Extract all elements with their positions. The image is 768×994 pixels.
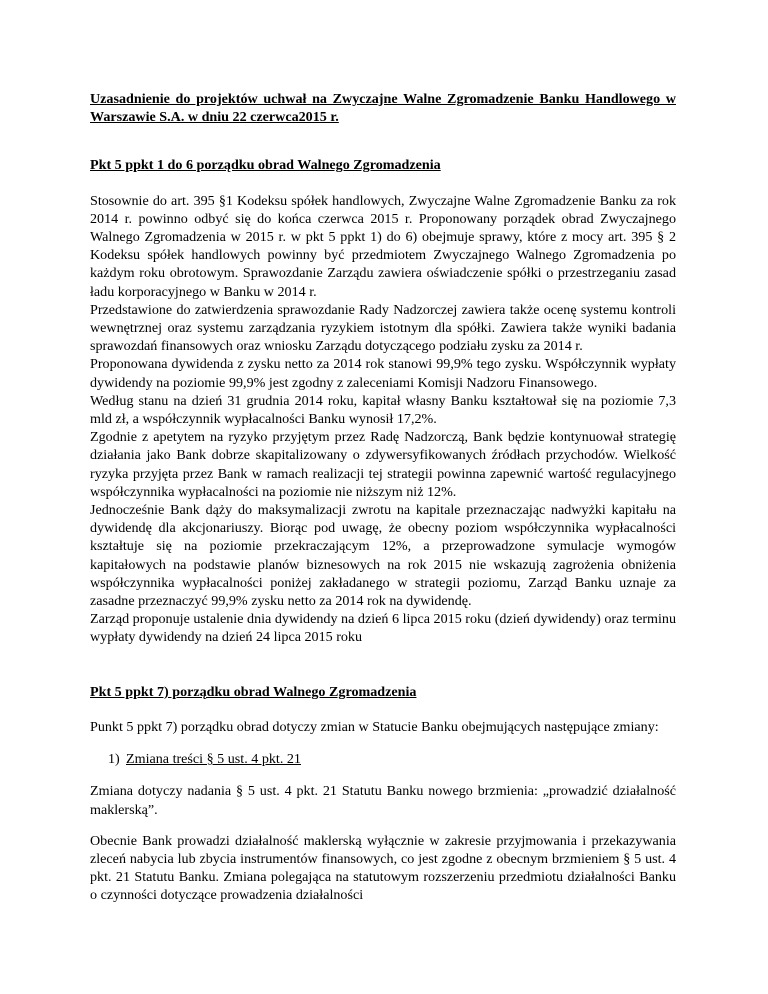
section1-paragraph: Stosownie do art. 395 §1 Kodeksu spółek handlowych, Zwyczajne Walne Zgromadzenie Banku za rok 2014 r. powinno odbyć się do końca czerwca 2015 r. Proponowany porządek obrad Zwyczajnego Walnego Zgromadzenia w 2015 r. w pkt 5 ppkt 1) do 6) obejmuje sprawy, które z mocy art. 395 § 2 Kodeksu spółek handlowych powinny być przedmiotem Zwyczajnego Walnego Zgromadzenia po każdym roku obrotowym. Sprawozdanie Zarządu zawiera oświadczenie spółki o przestrzeganiu zasad ładu korporacyjnego w Banku w 2014 r. — [90, 192, 676, 300]
section1-paragraph: Zgodnie z apetytem na ryzyko przyjętym przez Radę Nadzorczą, Bank będzie kontynuował strategię działania jako Bank dobrze skapitalizowany o zdywersyfikowanych źródłach przychodów. Wielkość ryzyka przyjęta przez Bank w ramach realizacji tej strategii powinna zapewnić wartość regulacyjnego współczynnika wypłacalności na poziomie nie niższym niż 12%. — [90, 429, 676, 500]
section2-paragraph: Obecnie Bank prowadzi działalność maklerską wyłącznie w zakresie przyjmowania i przekazywania zleceń nabycia lub zbycia instrumentów finansowych, co jest zgodne z obecnym brzmieniem § 5 ust. 4 pkt. 21 Statutu Banku. Zmiana polegająca na statutowym rozszerzeniu przedmiotu działalności Banku o czynności dotyczące prowadzenia działalności — [90, 832, 676, 904]
document-title: Uzasadnienie do projektów uchwał na Zwyczajne Walne Zgromadzenie Banku Handlowego w Warszawie S.A. w dniu 22 czerwca2015 r. — [90, 91, 676, 126]
list-item-number: 1) — [108, 751, 120, 768]
section1-paragraph: Według stanu na dzień 31 grudnia 2014 roku, kapitał własny Banku kształtował się na poziomie 7,3 mld zł, a współczynnik wypłacalności Banku wynosił 17,2%. — [90, 392, 676, 428]
section2-paragraph: Zmiana dotyczy nadania § 5 ust. 4 pkt. 21 Statutu Banku nowego brzmienia: „prowadzić działalność maklerską”. — [90, 783, 676, 818]
section2-heading: Pkt 5 ppkt 7) porządku obrad Walnego Zgromadzenia — [90, 683, 417, 700]
section1-paragraph: Proponowana dywidenda z zysku netto za 2014 rok stanowi 99,9% tego zysku. Współczynnik wypłaty dywidendy na poziomie 99,9% jest zgodny z zaleceniami Komisji Nadzoru Finansowego. — [90, 356, 676, 391]
section1-body — [90, 192, 676, 647]
section1-paragraph: Jednocześnie Bank dąży do maksymalizacji zwrotu na kapitale przeznaczając nadwyżki kapitału na dywidendę dla akcjonariuszy. Biorąc pod uwagę, że obecny poziom współczynnika wypłacalności kształtuje się na poziomie przekraczającym 12%, a przeprowadzone symulacje wymogów kapitałowych na podstawie planów biznesowych na rok 2015 nie wskazują zagrożenia obniżenia współczynnika wypłacalności poniżej zakładanego w strategii poziomu, Zarząd Banku uznaje za zasadne przeznaczyć 99,9% zysku netto za 2014 rok na dywidendę. — [90, 502, 676, 610]
section2-intro: Punkt 5 ppkt 7) porządku obrad dotyczy zmian w Statucie Banku obejmujących następujące zmiany: — [90, 718, 659, 735]
section1-paragraph: Zarząd proponuje ustalenie dnia dywidendy na dzień 6 lipca 2015 roku (dzień dywidendy) oraz terminu wypłaty dywidendy na dzień 24 lipca 2015 roku — [90, 611, 676, 646]
list-item-text: Zmiana treści § 5 ust. 4 pkt. 21 — [126, 751, 301, 768]
list-item — [108, 750, 676, 768]
section1-heading: Pkt 5 ppkt 1 do 6 porządku obrad Walnego Zgromadzenia — [90, 157, 441, 174]
section1-paragraph: Przedstawione do zatwierdzenia sprawozdanie Rady Nadzorczej zawiera także ocenę systemu kontroli wewnętrznej oraz systemu zarządzania ryzykiem istotnym dla spółki. Zawiera także wyniki badania sprawozdań finansowych oraz wniosku Zarządu dotyczącego podziału zysku za 2014 r. — [90, 301, 676, 355]
